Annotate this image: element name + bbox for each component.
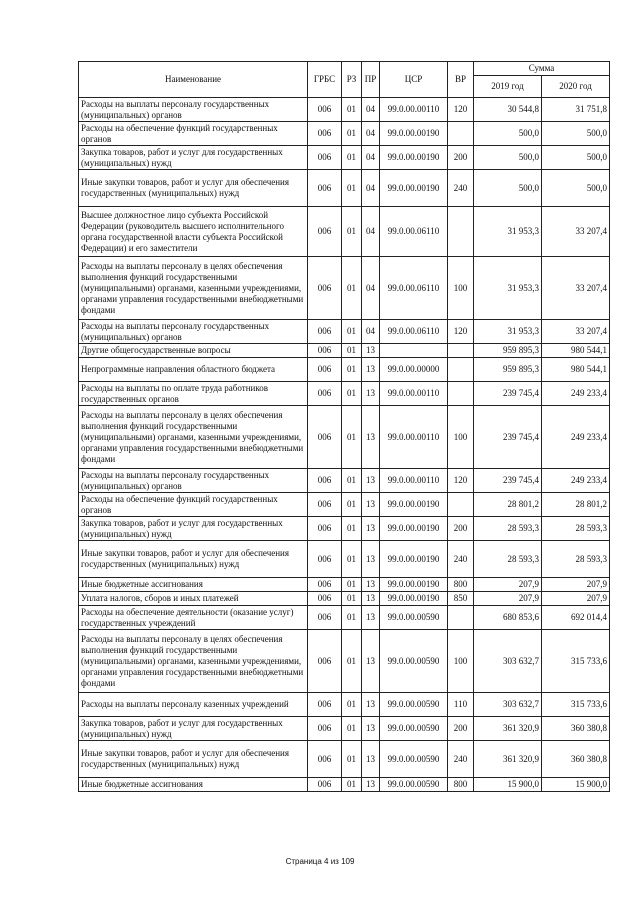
- row-rz: 01: [342, 592, 362, 606]
- row-pr: 13: [362, 592, 380, 606]
- row-sum-2020: 315 733,6: [542, 630, 610, 693]
- row-sum-2019: 361 320,9: [474, 717, 542, 741]
- row-sum-2019: 303 632,7: [474, 630, 542, 693]
- row-csr: 99.0.00.06110: [380, 207, 448, 257]
- row-csr: 99.0.00.00110: [380, 382, 448, 406]
- table-row: [79, 578, 610, 592]
- table-row: [79, 469, 610, 493]
- row-grbs: 006: [308, 469, 342, 493]
- row-vr: 100: [448, 630, 474, 693]
- row-sum-2019: 959 895,3: [474, 344, 542, 358]
- row-rz: 01: [342, 207, 362, 257]
- row-sum-2020: 360 380,8: [542, 741, 610, 778]
- row-rz: 01: [342, 98, 362, 122]
- row-grbs: 006: [308, 541, 342, 578]
- row-csr: 99.0.00.00110: [380, 98, 448, 122]
- row-sum-2020: 249 233,4: [542, 382, 610, 406]
- row-grbs: 006: [308, 693, 342, 717]
- row-pr: 13: [362, 717, 380, 741]
- row-name: Иные закупки товаров, работ и услуг для обеспечения государственных (муниципальных) нужд: [79, 170, 308, 207]
- header-2020: 2020 год: [542, 76, 610, 98]
- row-csr: 99.0.00.00190: [380, 578, 448, 592]
- row-rz: 01: [342, 170, 362, 207]
- table-row: [79, 257, 610, 320]
- row-csr: 99.0.00.00190: [380, 170, 448, 207]
- row-sum-2020: 249 233,4: [542, 406, 610, 469]
- row-grbs: 006: [308, 122, 342, 146]
- table-row: [79, 146, 610, 170]
- row-grbs: 006: [308, 592, 342, 606]
- table-row: [79, 207, 610, 257]
- table-row: [79, 358, 610, 382]
- row-csr: 99.0.00.00190: [380, 541, 448, 578]
- row-vr: 800: [448, 778, 474, 792]
- row-csr: 99.0.00.00590: [380, 693, 448, 717]
- header-grbs: ГРБС: [308, 62, 342, 98]
- row-rz: 01: [342, 541, 362, 578]
- row-pr: 13: [362, 778, 380, 792]
- row-vr: 240: [448, 741, 474, 778]
- table-row: [79, 592, 610, 606]
- row-name: Уплата налогов, сборов и иных платежей: [79, 592, 308, 606]
- row-sum-2020: 28 801,2: [542, 493, 610, 517]
- row-sum-2019: 239 745,4: [474, 469, 542, 493]
- table-row: [79, 778, 610, 792]
- row-csr: 99.0.00.00190: [380, 517, 448, 541]
- table-row: [79, 98, 610, 122]
- row-sum-2020: 207,9: [542, 578, 610, 592]
- row-rz: 01: [342, 778, 362, 792]
- header-name: Наименование: [79, 62, 308, 98]
- row-vr: [448, 493, 474, 517]
- row-sum-2019: 361 320,9: [474, 741, 542, 778]
- row-vr: 800: [448, 578, 474, 592]
- table-row: [79, 541, 610, 578]
- table-row: [79, 170, 610, 207]
- row-grbs: 006: [308, 146, 342, 170]
- row-pr: 13: [362, 358, 380, 382]
- row-sum-2020: 500,0: [542, 170, 610, 207]
- row-rz: 01: [342, 517, 362, 541]
- row-sum-2019: 207,9: [474, 578, 542, 592]
- row-rz: 01: [342, 693, 362, 717]
- row-rz: 01: [342, 320, 362, 344]
- row-vr: 120: [448, 469, 474, 493]
- row-sum-2019: 303 632,7: [474, 693, 542, 717]
- row-sum-2020: 692 014,4: [542, 606, 610, 630]
- row-csr: 99.0.00.00590: [380, 606, 448, 630]
- row-grbs: 006: [308, 382, 342, 406]
- row-sum-2019: 28 801,2: [474, 493, 542, 517]
- row-rz: 01: [342, 469, 362, 493]
- row-name: Расходы на выплаты персоналу государственных (муниципальных) органов: [79, 320, 308, 344]
- row-csr: 99.0.00.00590: [380, 778, 448, 792]
- table-row: [79, 320, 610, 344]
- row-rz: 01: [342, 493, 362, 517]
- row-csr: 99.0.00.06110: [380, 320, 448, 344]
- row-sum-2019: 239 745,4: [474, 406, 542, 469]
- row-grbs: 006: [308, 406, 342, 469]
- row-sum-2020: 33 207,4: [542, 320, 610, 344]
- row-pr: 13: [362, 606, 380, 630]
- header-vr: ВР: [448, 62, 474, 98]
- table-row: [79, 382, 610, 406]
- row-name: Высшее должностное лицо субъекта Российской Федерации (руководитель высшего исполнительного органа государственной власти субъекта Российской Федерации) и его заместители: [79, 207, 308, 257]
- table-row: [79, 493, 610, 517]
- row-sum-2019: 239 745,4: [474, 382, 542, 406]
- row-pr: 04: [362, 170, 380, 207]
- row-csr: 99.0.00.06110: [380, 257, 448, 320]
- row-sum-2020: 500,0: [542, 146, 610, 170]
- header-2019: 2019 год: [474, 76, 542, 98]
- row-pr: 04: [362, 122, 380, 146]
- header-sum: Сумма: [474, 62, 610, 76]
- table-row: [79, 517, 610, 541]
- row-csr: 99.0.00.00000: [380, 358, 448, 382]
- row-grbs: 006: [308, 344, 342, 358]
- row-grbs: 006: [308, 741, 342, 778]
- header-csr: ЦСР: [380, 62, 448, 98]
- row-grbs: 006: [308, 170, 342, 207]
- row-sum-2019: 31 953,3: [474, 257, 542, 320]
- row-sum-2020: 28 593,3: [542, 541, 610, 578]
- table-row: [79, 741, 610, 778]
- row-vr: 200: [448, 717, 474, 741]
- row-sum-2020: 15 900,0: [542, 778, 610, 792]
- row-name: Расходы на выплаты персоналу государственных (муниципальных) органов: [79, 469, 308, 493]
- row-sum-2020: 315 733,6: [542, 693, 610, 717]
- row-rz: 01: [342, 122, 362, 146]
- table-row: [79, 344, 610, 358]
- row-name: Расходы на обеспечение функций государственных органов: [79, 122, 308, 146]
- row-pr: 04: [362, 98, 380, 122]
- page-number: Страница 4 из 109: [285, 857, 355, 866]
- budget-table: [78, 61, 610, 792]
- row-rz: 01: [342, 344, 362, 358]
- row-sum-2020: 207,9: [542, 592, 610, 606]
- row-vr: 100: [448, 406, 474, 469]
- row-name: Другие общегосударственные вопросы: [79, 344, 308, 358]
- row-name: Закупка товаров, работ и услуг для государственных (муниципальных) нужд: [79, 146, 308, 170]
- row-sum-2019: 28 593,3: [474, 541, 542, 578]
- row-rz: 01: [342, 406, 362, 469]
- row-name: Закупка товаров, работ и услуг для государственных (муниципальных) нужд: [79, 717, 308, 741]
- row-rz: 01: [342, 741, 362, 778]
- row-sum-2020: 500,0: [542, 122, 610, 146]
- row-sum-2020: 360 380,8: [542, 717, 610, 741]
- row-rz: 01: [342, 578, 362, 592]
- row-pr: 13: [362, 469, 380, 493]
- row-rz: 01: [342, 606, 362, 630]
- row-pr: 13: [362, 630, 380, 693]
- row-vr: 850: [448, 592, 474, 606]
- row-csr: 99.0.00.00590: [380, 741, 448, 778]
- row-name: Расходы на обеспечение функций государственных органов: [79, 493, 308, 517]
- row-vr: [448, 344, 474, 358]
- row-pr: 04: [362, 320, 380, 344]
- row-name: Расходы на выплаты по оплате труда работников государственных органов: [79, 382, 308, 406]
- row-name: Закупка товаров, работ и услуг для государственных (муниципальных) нужд: [79, 517, 308, 541]
- row-csr: 99.0.00.00110: [380, 469, 448, 493]
- row-sum-2019: 500,0: [474, 170, 542, 207]
- row-grbs: 006: [308, 578, 342, 592]
- row-grbs: 006: [308, 358, 342, 382]
- row-rz: 01: [342, 257, 362, 320]
- row-grbs: 006: [308, 98, 342, 122]
- table-row: [79, 693, 610, 717]
- table-row: [79, 606, 610, 630]
- row-name: Расходы на выплаты персоналу казенных учреждений: [79, 693, 308, 717]
- row-name: Расходы на обеспечение деятельности (оказание услуг) государственных учреждений: [79, 606, 308, 630]
- row-name: Расходы на выплаты персоналу в целях обеспечения выполнения функций государственными (муниципальными) органами, казенными учреждениями, органами управления государственными внебюджетными фондами: [79, 257, 308, 320]
- row-sum-2019: 28 593,3: [474, 517, 542, 541]
- row-sum-2019: 31 953,3: [474, 320, 542, 344]
- row-sum-2019: 959 895,3: [474, 358, 542, 382]
- row-vr: 110: [448, 693, 474, 717]
- row-grbs: 006: [308, 207, 342, 257]
- row-sum-2019: 500,0: [474, 146, 542, 170]
- header-pr: ПР: [362, 62, 380, 98]
- row-sum-2019: 31 953,3: [474, 207, 542, 257]
- row-sum-2020: 33 207,4: [542, 257, 610, 320]
- row-name: Иные бюджетные ассигнования: [79, 778, 308, 792]
- row-sum-2020: 249 233,4: [542, 469, 610, 493]
- row-vr: 200: [448, 517, 474, 541]
- row-name: Иные бюджетные ассигнования: [79, 578, 308, 592]
- row-name: Иные закупки товаров, работ и услуг для обеспечения государственных (муниципальных) нужд: [79, 541, 308, 578]
- row-pr: 13: [362, 541, 380, 578]
- table-row: [79, 630, 610, 693]
- row-vr: [448, 207, 474, 257]
- row-pr: 04: [362, 146, 380, 170]
- row-pr: 13: [362, 382, 380, 406]
- row-grbs: 006: [308, 493, 342, 517]
- row-csr: 99.0.00.00590: [380, 630, 448, 693]
- row-rz: 01: [342, 717, 362, 741]
- row-grbs: 006: [308, 606, 342, 630]
- row-sum-2019: 207,9: [474, 592, 542, 606]
- row-name: Непрограммные направления областного бюджета: [79, 358, 308, 382]
- row-rz: 01: [342, 630, 362, 693]
- row-pr: 13: [362, 493, 380, 517]
- row-grbs: 006: [308, 630, 342, 693]
- row-csr: [380, 344, 448, 358]
- row-vr: 240: [448, 541, 474, 578]
- row-vr: [448, 382, 474, 406]
- row-sum-2020: 980 544,1: [542, 358, 610, 382]
- row-sum-2020: 31 751,8: [542, 98, 610, 122]
- row-sum-2020: 33 207,4: [542, 207, 610, 257]
- row-sum-2019: 30 544,8: [474, 98, 542, 122]
- row-vr: 100: [448, 257, 474, 320]
- row-pr: 04: [362, 207, 380, 257]
- row-pr: 13: [362, 344, 380, 358]
- row-sum-2019: 15 900,0: [474, 778, 542, 792]
- header-rz: РЗ: [342, 62, 362, 98]
- row-vr: [448, 122, 474, 146]
- row-sum-2020: 28 593,3: [542, 517, 610, 541]
- row-pr: 13: [362, 578, 380, 592]
- row-vr: 120: [448, 320, 474, 344]
- table-row: [79, 122, 610, 146]
- table-body: [79, 98, 610, 792]
- row-pr: 13: [362, 517, 380, 541]
- row-name: Иные закупки товаров, работ и услуг для обеспечения государственных (муниципальных) нужд: [79, 741, 308, 778]
- row-pr: 13: [362, 406, 380, 469]
- row-grbs: 006: [308, 320, 342, 344]
- row-csr: 99.0.00.00190: [380, 122, 448, 146]
- row-pr: 13: [362, 693, 380, 717]
- row-pr: 04: [362, 257, 380, 320]
- row-rz: 01: [342, 358, 362, 382]
- row-name: Расходы на выплаты персоналу государственных (муниципальных) органов: [79, 98, 308, 122]
- row-csr: 99.0.00.00190: [380, 146, 448, 170]
- row-vr: [448, 358, 474, 382]
- row-vr: 120: [448, 98, 474, 122]
- row-pr: 13: [362, 741, 380, 778]
- row-grbs: 006: [308, 717, 342, 741]
- row-name: Расходы на выплаты персоналу в целях обеспечения выполнения функций государственными (муниципальными) органами, казенными учреждениями, органами управления государственными внебюджетными фондами: [79, 630, 308, 693]
- row-vr: 200: [448, 146, 474, 170]
- row-sum-2019: 500,0: [474, 122, 542, 146]
- row-sum-2020: 980 544,1: [542, 344, 610, 358]
- row-vr: [448, 606, 474, 630]
- row-sum-2019: 680 853,6: [474, 606, 542, 630]
- table-row: [79, 406, 610, 469]
- row-grbs: 006: [308, 517, 342, 541]
- row-vr: 240: [448, 170, 474, 207]
- row-csr: 99.0.00.00190: [380, 493, 448, 517]
- row-rz: 01: [342, 382, 362, 406]
- table-row: [79, 717, 610, 741]
- row-csr: 99.0.00.00110: [380, 406, 448, 469]
- row-csr: 99.0.00.00590: [380, 717, 448, 741]
- row-grbs: 006: [308, 257, 342, 320]
- row-rz: 01: [342, 146, 362, 170]
- row-csr: 99.0.00.00190: [380, 592, 448, 606]
- row-grbs: 006: [308, 778, 342, 792]
- row-name: Расходы на выплаты персоналу в целях обеспечения выполнения функций государственными (муниципальными) органами, казенными учреждениями, органами управления государственными внебюджетными фондами: [79, 406, 308, 469]
